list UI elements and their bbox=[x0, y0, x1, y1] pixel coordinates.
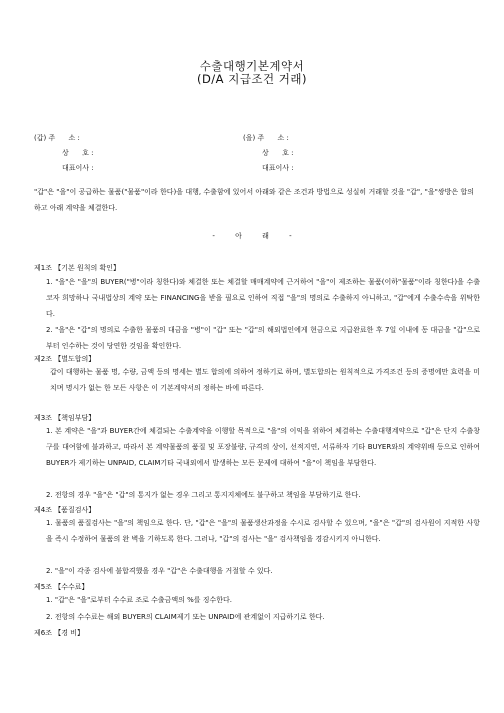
article-4-heading: 제4조 【품질검사】 bbox=[34, 506, 96, 514]
article-4-clause-2: 2. "을"이 각종 검사에 불합격했을 경우 "갑"은 수출대행을 거절할 수 있다. bbox=[46, 567, 273, 575]
party-a-representative-label: 대표이사 : bbox=[62, 164, 94, 172]
article-5-clause-1: 1. "갑"은 "을"로부터 수수료 조로 수출금액의 %를 징수한다. bbox=[46, 596, 233, 604]
article-3-clause-1: 1. 본 계약은 "을"과 BUYER간에 체결되는 수출계약을 이행할 목적으로 "을"의 이익을 위하여 체결하는 수출대행계약으로 "갑"은 단지 수출창구를 대여함에 불과하고, 따라서 본 계약물품의 품질 및 포장불량, 규격의 상이, 선적지연, 서류하자 기타 BUYER와의 계약위배 등으로 인하여 BUYER가 제기하는 UNPAID, CLAIM기타 국내외에서 발생하는 모든 문제에 대하여 "을"이 책임을 부담한다. bbox=[46, 427, 480, 467]
party-b-trade-name-label: 상 호 : bbox=[262, 149, 294, 157]
article-1-heading: 제1조 【기본 원칙의 확인】 bbox=[34, 264, 120, 272]
intro-paragraph: "갑"은 "을"이 공급하는 물품("물품"이라 한다)을 대행, 수출함에 있어서 아래와 같은 조건과 방법으로 성실히 거래할 것을 "갑", "을"쌍방은 합의하고 아래 계약을 체결한다. bbox=[34, 188, 474, 212]
article-5-clause-2: 2. 전항의 수수료는 해외 BUYER의 CLAIM제기 또는 UNPAID에 관계없이 지급하기로 한다. bbox=[46, 613, 325, 621]
article-3-heading: 제3조 【책임부담】 bbox=[34, 414, 96, 422]
article-4-clause-1: 1. 물품의 품질검사는 "을"의 책임으로 한다. 단, "갑"은 "을"의 물품생산과정을 수시로 검사할 수 있으며, "을"은 "갑"의 검사원이 지적한 사항을 즉시 수정하여 물품의 완 벽을 기하도록 한다. 그러나, "갑"의 검사는 "을" 검사책임을 경감시키지 아니한다. bbox=[46, 519, 480, 543]
below-heading: - 아 래 - bbox=[212, 232, 292, 240]
party-a-trade-name-label: 상 호 : bbox=[62, 149, 94, 157]
article-2-heading: 제2조 【별도합의】 bbox=[34, 355, 96, 363]
article-1-clause-1: 1. "을"은 "을"의 BUYER("병"이라 칭한다)와 체결한 또는 체결할 매매계약에 근거하여 "을"이 제조하는 물품(이하"물품"이라 칭한다)을 수출코자 희망하나 국내법상의 계약 또는 FINANCING을 받을 필요로 인하여 직접 "을"의 명의로 수출하지 아니하고, "갑"에게 수출수속을 위탁한다. bbox=[46, 278, 480, 318]
article-6-heading: 제6조 【경 비】 bbox=[34, 629, 84, 637]
article-5-heading: 제5조 【수수료】 bbox=[34, 583, 89, 591]
party-b-address-label: (을) 주 소 : bbox=[243, 134, 289, 142]
article-3-clause-2: 2. 전항의 경우 "을"은 "갑"의 통지가 없는 경우 그리고 통지지체에도 불구하고 책임을 부담하기로 한다. bbox=[46, 491, 361, 499]
article-2-paragraph: 갑이 대행하는 물품 명, 수량, 금액 등의 명세는 별도 합의에 의하여 정하기로 하며, 별도합의는 원칙적으로 가격조건 등의 증명에만 효력을 미치며 명시가 없는 한 모든 사항은 이 기본계약서의 정하는 바에 따른다. bbox=[50, 368, 480, 392]
document-title: 수출대행기본계약서 bbox=[199, 59, 305, 73]
party-b-representative-label: 대표이사 : bbox=[262, 164, 294, 172]
party-a-address-label: (갑) 주 소 : bbox=[34, 134, 80, 142]
document-subtitle: (D/A 지급조건 거래) bbox=[196, 72, 308, 86]
article-1-clause-2: 2. "을"은 "갑"의 명의로 수출한 물품의 대금을 "병"이 "갑" 또는 "갑"의 해외법인에게 현금으로 지급완료한 후 7일 이내에 동 대금을 "갑"으로부터 인수하는 것이 당연한 것임을 확인한다. bbox=[46, 326, 480, 350]
